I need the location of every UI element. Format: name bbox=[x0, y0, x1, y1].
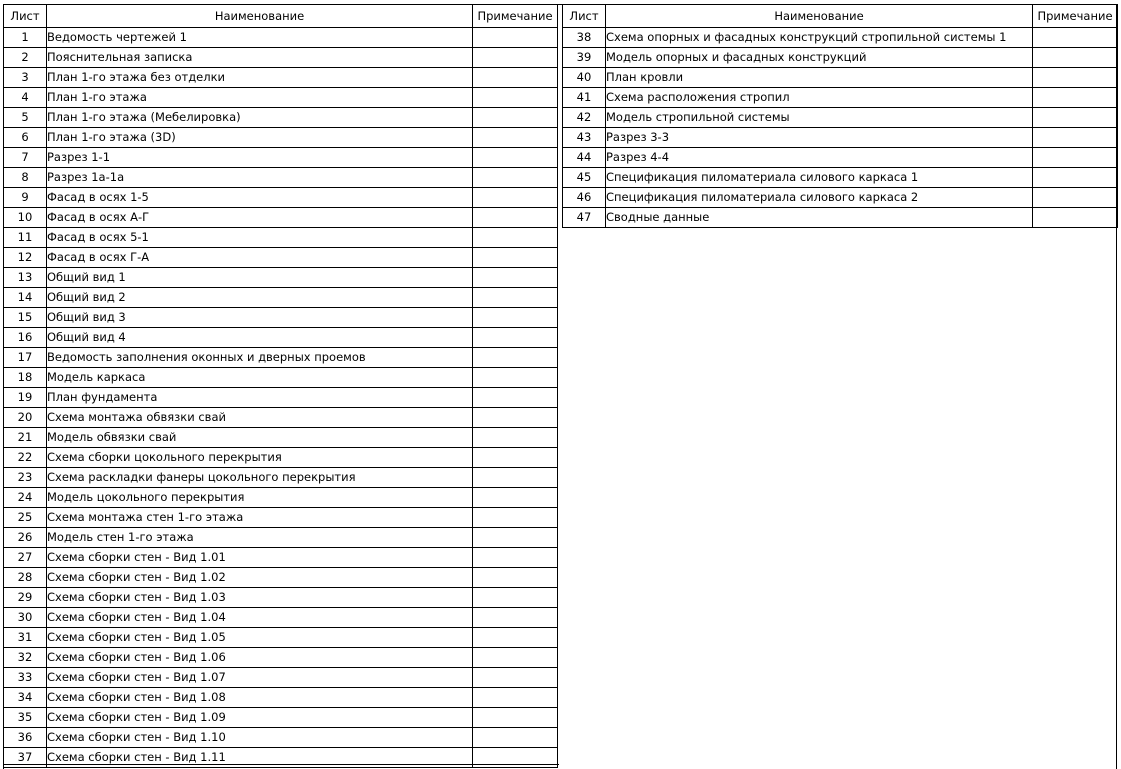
sheet-number: 36 bbox=[4, 728, 47, 748]
sheet-name: Схема сборки стен - Вид 1.03 bbox=[47, 588, 473, 608]
table-row bbox=[4, 168, 558, 188]
sheet-note bbox=[1033, 48, 1118, 68]
sheet-number: 38 bbox=[563, 28, 606, 48]
sheet-number: 6 bbox=[4, 128, 47, 148]
sheet-note bbox=[473, 628, 558, 648]
sheet-number: 15 bbox=[4, 308, 47, 328]
sheet-note bbox=[473, 448, 558, 468]
sheet-name: Модель каркаса bbox=[47, 368, 473, 388]
sheet-number: 2 bbox=[4, 48, 47, 68]
table-row bbox=[563, 28, 1118, 48]
sheet-note bbox=[473, 108, 558, 128]
sheet-number: 42 bbox=[563, 108, 606, 128]
sheet-name: Разрез 4-4 bbox=[606, 148, 1033, 168]
sheet-name: Общий вид 1 bbox=[47, 268, 473, 288]
table-row bbox=[4, 328, 558, 348]
sheet-number: 45 bbox=[563, 168, 606, 188]
sheet-number: 43 bbox=[563, 128, 606, 148]
sheet-note bbox=[1033, 188, 1118, 208]
sheet-number: 44 bbox=[563, 148, 606, 168]
sheet-name: Схема опорных и фасадных конструкций стропильной системы 1 bbox=[606, 28, 1033, 48]
sheet-number: 22 bbox=[4, 448, 47, 468]
sheet-number: 26 bbox=[4, 528, 47, 548]
table-row bbox=[563, 128, 1118, 148]
sheet-number: 16 bbox=[4, 328, 47, 348]
table-row bbox=[4, 288, 558, 308]
sheet-name: Схема сборки стен - Вид 1.01 bbox=[47, 548, 473, 568]
table-row bbox=[4, 48, 558, 68]
sheet-note bbox=[473, 188, 558, 208]
sheet-name: Общий вид 3 bbox=[47, 308, 473, 328]
sheet-name: Схема сборки стен - Вид 1.07 bbox=[47, 668, 473, 688]
sheet-name: Ведомость чертежей 1 bbox=[47, 28, 473, 48]
table-row bbox=[563, 108, 1118, 128]
sheet-number: 30 bbox=[4, 608, 47, 628]
sheet-number: 25 bbox=[4, 508, 47, 528]
sheet-number: 3 bbox=[4, 68, 47, 88]
sheet-note bbox=[473, 568, 558, 588]
sheet-name: Пояснительная записка bbox=[47, 48, 473, 68]
table-row bbox=[4, 268, 558, 288]
sheet-name: Схема сборки стен - Вид 1.06 bbox=[47, 648, 473, 668]
table-row bbox=[4, 668, 558, 688]
sheet-name: Схема сборки стен - Вид 1.04 bbox=[47, 608, 473, 628]
sheet-number: 41 bbox=[563, 88, 606, 108]
sheet-note bbox=[473, 388, 558, 408]
table-row bbox=[4, 588, 558, 608]
sheet-note bbox=[473, 328, 558, 348]
table-row bbox=[4, 648, 558, 668]
sheet-note bbox=[473, 528, 558, 548]
sheet-note bbox=[473, 308, 558, 328]
header-sheet: Лист bbox=[563, 5, 606, 28]
right-table-body bbox=[563, 28, 1118, 228]
table-row bbox=[4, 508, 558, 528]
table-row bbox=[4, 408, 558, 428]
sheet-note bbox=[473, 348, 558, 368]
drawing-register-right bbox=[562, 4, 1118, 228]
sheet-note bbox=[473, 748, 558, 768]
sheet-name: Модель опорных и фасадных конструкций bbox=[606, 48, 1033, 68]
sheet-note bbox=[473, 368, 558, 388]
table-row bbox=[4, 748, 558, 768]
table-row bbox=[4, 128, 558, 148]
sheet-number: 13 bbox=[4, 268, 47, 288]
sheet-note bbox=[1033, 168, 1118, 188]
sheet-name: План кровли bbox=[606, 68, 1033, 88]
table-row bbox=[4, 448, 558, 468]
sheet-note bbox=[473, 248, 558, 268]
sheet-number: 20 bbox=[4, 408, 47, 428]
table-row bbox=[4, 28, 558, 48]
sheet-name: Схема раскладки фанеры цокольного перекрытия bbox=[47, 468, 473, 488]
sheet-number: 5 bbox=[4, 108, 47, 128]
sheet-number: 40 bbox=[563, 68, 606, 88]
sheet-name: Фасад в осях 1-5 bbox=[47, 188, 473, 208]
table-row bbox=[4, 188, 558, 208]
table-row bbox=[4, 88, 558, 108]
table-row bbox=[4, 388, 558, 408]
sheet-note bbox=[1033, 28, 1118, 48]
sheet-note bbox=[1033, 108, 1118, 128]
header-sheet: Лист bbox=[4, 5, 47, 28]
sheet-note bbox=[473, 608, 558, 628]
sheet-number: 29 bbox=[4, 588, 47, 608]
sheet-name: План 1-го этажа (3D) bbox=[47, 128, 473, 148]
sheet-number: 28 bbox=[4, 568, 47, 588]
sheet-note bbox=[1033, 88, 1118, 108]
sheet-number: 9 bbox=[4, 188, 47, 208]
sheet-note bbox=[473, 88, 558, 108]
sheet-name: Схема сборки цокольного перекрытия bbox=[47, 448, 473, 468]
table-row bbox=[4, 708, 558, 728]
sheet-note bbox=[473, 468, 558, 488]
sheet-number: 27 bbox=[4, 548, 47, 568]
sheet-name: Схема сборки стен - Вид 1.11 bbox=[47, 748, 473, 768]
sheet-note bbox=[473, 488, 558, 508]
sheet-note bbox=[473, 428, 558, 448]
sheet-name: Модель обвязки свай bbox=[47, 428, 473, 448]
sheet-name: Фасад в осях А-Г bbox=[47, 208, 473, 228]
sheet-number: 32 bbox=[4, 648, 47, 668]
sheet-number: 14 bbox=[4, 288, 47, 308]
table-row bbox=[563, 208, 1118, 228]
table-row bbox=[4, 428, 558, 448]
sheet-name: План фундамента bbox=[47, 388, 473, 408]
sheet-number: 24 bbox=[4, 488, 47, 508]
sheet-name: Схема сборки стен - Вид 1.02 bbox=[47, 568, 473, 588]
table-row bbox=[4, 688, 558, 708]
sheet-note bbox=[473, 128, 558, 148]
header-note: Примечание bbox=[1033, 5, 1118, 28]
sheet-note bbox=[473, 728, 558, 748]
sheet-note bbox=[473, 548, 558, 568]
sheet-number: 23 bbox=[4, 468, 47, 488]
sheet-note bbox=[473, 28, 558, 48]
sheet-number: 1 bbox=[4, 28, 47, 48]
sheet-number: 39 bbox=[563, 48, 606, 68]
header-name: Наименование bbox=[47, 5, 473, 28]
sheet-note bbox=[473, 668, 558, 688]
sheet-name: Спецификация пиломатериала силового каркаса 2 bbox=[606, 188, 1033, 208]
sheet-name: Схема сборки стен - Вид 1.09 bbox=[47, 708, 473, 728]
drawing-register-left bbox=[3, 4, 558, 768]
sheet-number: 19 bbox=[4, 388, 47, 408]
sheet-note bbox=[473, 288, 558, 308]
sheet-note bbox=[473, 708, 558, 728]
sheet-name: Спецификация пиломатериала силового каркаса 1 bbox=[606, 168, 1033, 188]
sheet-note bbox=[1033, 128, 1118, 148]
sheet-name: Ведомость заполнения оконных и дверных проемов bbox=[47, 348, 473, 368]
sheet-name: Схема монтажа стен 1-го этажа bbox=[47, 508, 473, 528]
sheet-name: Схема расположения стропил bbox=[606, 88, 1033, 108]
sheet-number: 10 bbox=[4, 208, 47, 228]
sheet-number: 17 bbox=[4, 348, 47, 368]
sheet-number: 4 bbox=[4, 88, 47, 108]
table-row bbox=[4, 228, 558, 248]
table-row bbox=[563, 148, 1118, 168]
table-row bbox=[4, 148, 558, 168]
table-row bbox=[4, 608, 558, 628]
sheet-number: 11 bbox=[4, 228, 47, 248]
sheet-number: 8 bbox=[4, 168, 47, 188]
header-row bbox=[4, 5, 558, 28]
table-row bbox=[4, 568, 558, 588]
sheet-note bbox=[473, 588, 558, 608]
sheet-name: Общий вид 4 bbox=[47, 328, 473, 348]
sheet-name: Модель цокольного перекрытия bbox=[47, 488, 473, 508]
sheet-number: 46 bbox=[563, 188, 606, 208]
table-row bbox=[4, 248, 558, 268]
sheet-name: Схема сборки стен - Вид 1.10 bbox=[47, 728, 473, 748]
header-name: Наименование bbox=[606, 5, 1033, 28]
sheet-number: 33 bbox=[4, 668, 47, 688]
table-row bbox=[563, 68, 1118, 88]
sheet-note bbox=[473, 148, 558, 168]
sheet-note bbox=[473, 168, 558, 188]
table-row bbox=[563, 48, 1118, 68]
sheet-note bbox=[1033, 208, 1118, 228]
sheet-name: План 1-го этажа (Мебелировка) bbox=[47, 108, 473, 128]
left-table-body bbox=[4, 28, 558, 768]
sheet-name: Разрез 3-3 bbox=[606, 128, 1033, 148]
sheet-name: Схема сборки стен - Вид 1.08 bbox=[47, 688, 473, 708]
sheet-number: 7 bbox=[4, 148, 47, 168]
sheet-number: 12 bbox=[4, 248, 47, 268]
sheet-name: Модель стен 1-го этажа bbox=[47, 528, 473, 548]
sheet-number: 21 bbox=[4, 428, 47, 448]
sheet-note bbox=[1033, 148, 1118, 168]
sheet-name: Модель стропильной системы bbox=[606, 108, 1033, 128]
sheet-number: 35 bbox=[4, 708, 47, 728]
sheet-name: План 1-го этажа bbox=[47, 88, 473, 108]
sheet-name: Разрез 1-1 bbox=[47, 148, 473, 168]
sheet-note bbox=[473, 408, 558, 428]
sheet-number: 31 bbox=[4, 628, 47, 648]
table-row bbox=[4, 68, 558, 88]
sheet-number: 34 bbox=[4, 688, 47, 708]
table-row bbox=[563, 168, 1118, 188]
sheet-note bbox=[473, 508, 558, 528]
sheet-note bbox=[473, 268, 558, 288]
sheet-number: 18 bbox=[4, 368, 47, 388]
sheet-name: Общий вид 2 bbox=[47, 288, 473, 308]
table-row bbox=[4, 548, 558, 568]
table-row bbox=[4, 628, 558, 648]
table-row bbox=[4, 488, 558, 508]
sheet-number: 37 bbox=[4, 748, 47, 768]
sheet-number: 47 bbox=[563, 208, 606, 228]
sheet-name: Фасад в осях Г-А bbox=[47, 248, 473, 268]
table-row bbox=[4, 208, 558, 228]
sheet-note bbox=[473, 228, 558, 248]
sheet-note bbox=[473, 68, 558, 88]
header-row bbox=[563, 5, 1118, 28]
table-row bbox=[4, 368, 558, 388]
sheet-note bbox=[473, 648, 558, 668]
sheet-note bbox=[473, 48, 558, 68]
sheet-name: Сводные данные bbox=[606, 208, 1033, 228]
table-row bbox=[4, 728, 558, 748]
sheet-name: Фасад в осях 5-1 bbox=[47, 228, 473, 248]
table-row bbox=[4, 468, 558, 488]
sheet-note bbox=[473, 688, 558, 708]
sheet-note bbox=[1033, 68, 1118, 88]
sheet-name: План 1-го этажа без отделки bbox=[47, 68, 473, 88]
header-note: Примечание bbox=[473, 5, 558, 28]
sheet-name: Схема сборки стен - Вид 1.05 bbox=[47, 628, 473, 648]
table-row bbox=[563, 88, 1118, 108]
table-row bbox=[4, 108, 558, 128]
sheet-note bbox=[473, 208, 558, 228]
sheet-name: Схема монтажа обвязки свай bbox=[47, 408, 473, 428]
table-row bbox=[4, 308, 558, 328]
table-row bbox=[563, 188, 1118, 208]
table-row bbox=[4, 348, 558, 368]
table-row bbox=[4, 528, 558, 548]
sheet-name: Разрез 1а-1а bbox=[47, 168, 473, 188]
